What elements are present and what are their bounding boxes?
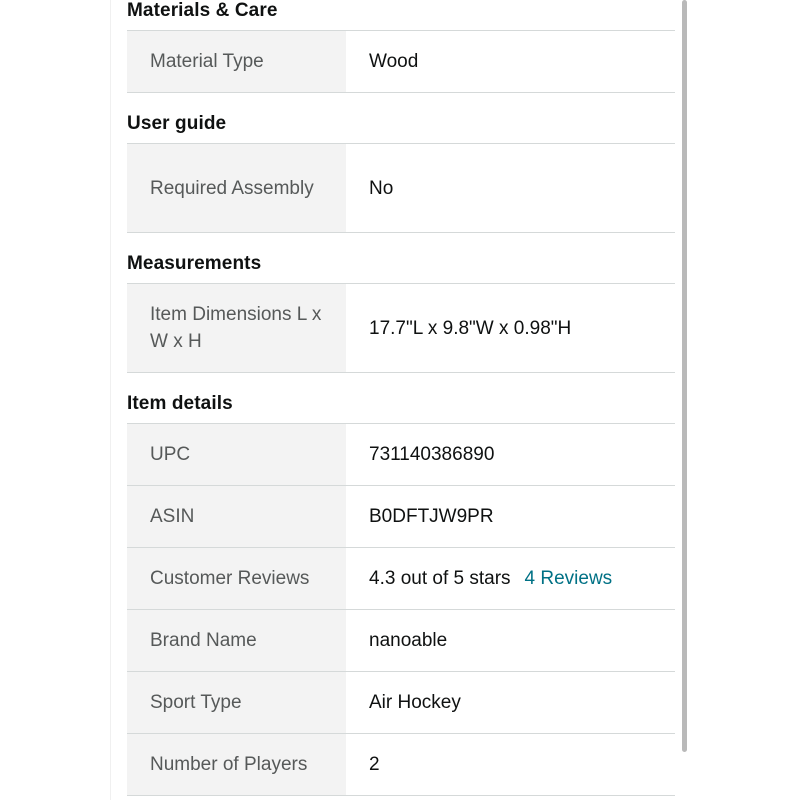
row-value: 731140386890 — [369, 444, 495, 465]
section-title-user-guide: User guide — [127, 113, 227, 134]
row-value: 2 — [369, 754, 380, 775]
table-row — [127, 734, 675, 796]
table-row — [127, 144, 675, 233]
row-label: ASIN — [127, 486, 346, 547]
user-guide-table — [127, 143, 675, 233]
row-value-reviews — [346, 548, 675, 609]
table-row — [127, 486, 675, 548]
table-row — [127, 672, 675, 734]
section-title-measurements: Measurements — [127, 253, 262, 274]
section-title-item-details: Item details — [127, 393, 233, 414]
row-label: Customer Reviews — [127, 548, 346, 609]
row-label: Brand Name — [127, 610, 346, 671]
table-row — [127, 31, 675, 93]
table-row — [127, 284, 675, 373]
measurements-table — [127, 283, 675, 373]
table-row — [127, 548, 675, 610]
product-details-panel — [110, 0, 686, 800]
row-value: nanoable — [369, 630, 448, 651]
row-value: No — [369, 177, 394, 199]
materials-table — [127, 30, 675, 93]
row-value: B0DFTJW9PR — [369, 506, 494, 527]
row-label: Material Type — [127, 31, 346, 92]
row-label: Required Assembly — [127, 144, 346, 232]
row-value: Air Hockey — [369, 692, 461, 713]
reviews-link[interactable]: 4 Reviews — [524, 568, 613, 589]
vertical-scrollbar[interactable] — [682, 0, 687, 752]
row-label: UPC — [127, 424, 346, 485]
section-title-materials-care: Materials & Care — [127, 0, 278, 21]
table-row — [127, 610, 675, 672]
row-value: Wood — [369, 51, 419, 72]
row-value: 17.7"L x 9.8"W x 0.98"H — [369, 317, 572, 339]
row-label: Sport Type — [127, 672, 346, 733]
row-label: Number of Players — [127, 734, 346, 795]
table-row — [127, 424, 675, 486]
item-details-table — [127, 423, 675, 796]
row-label: Item Dimensions L x W x H — [127, 284, 346, 372]
rating-text: 4.3 out of 5 stars — [369, 568, 511, 589]
